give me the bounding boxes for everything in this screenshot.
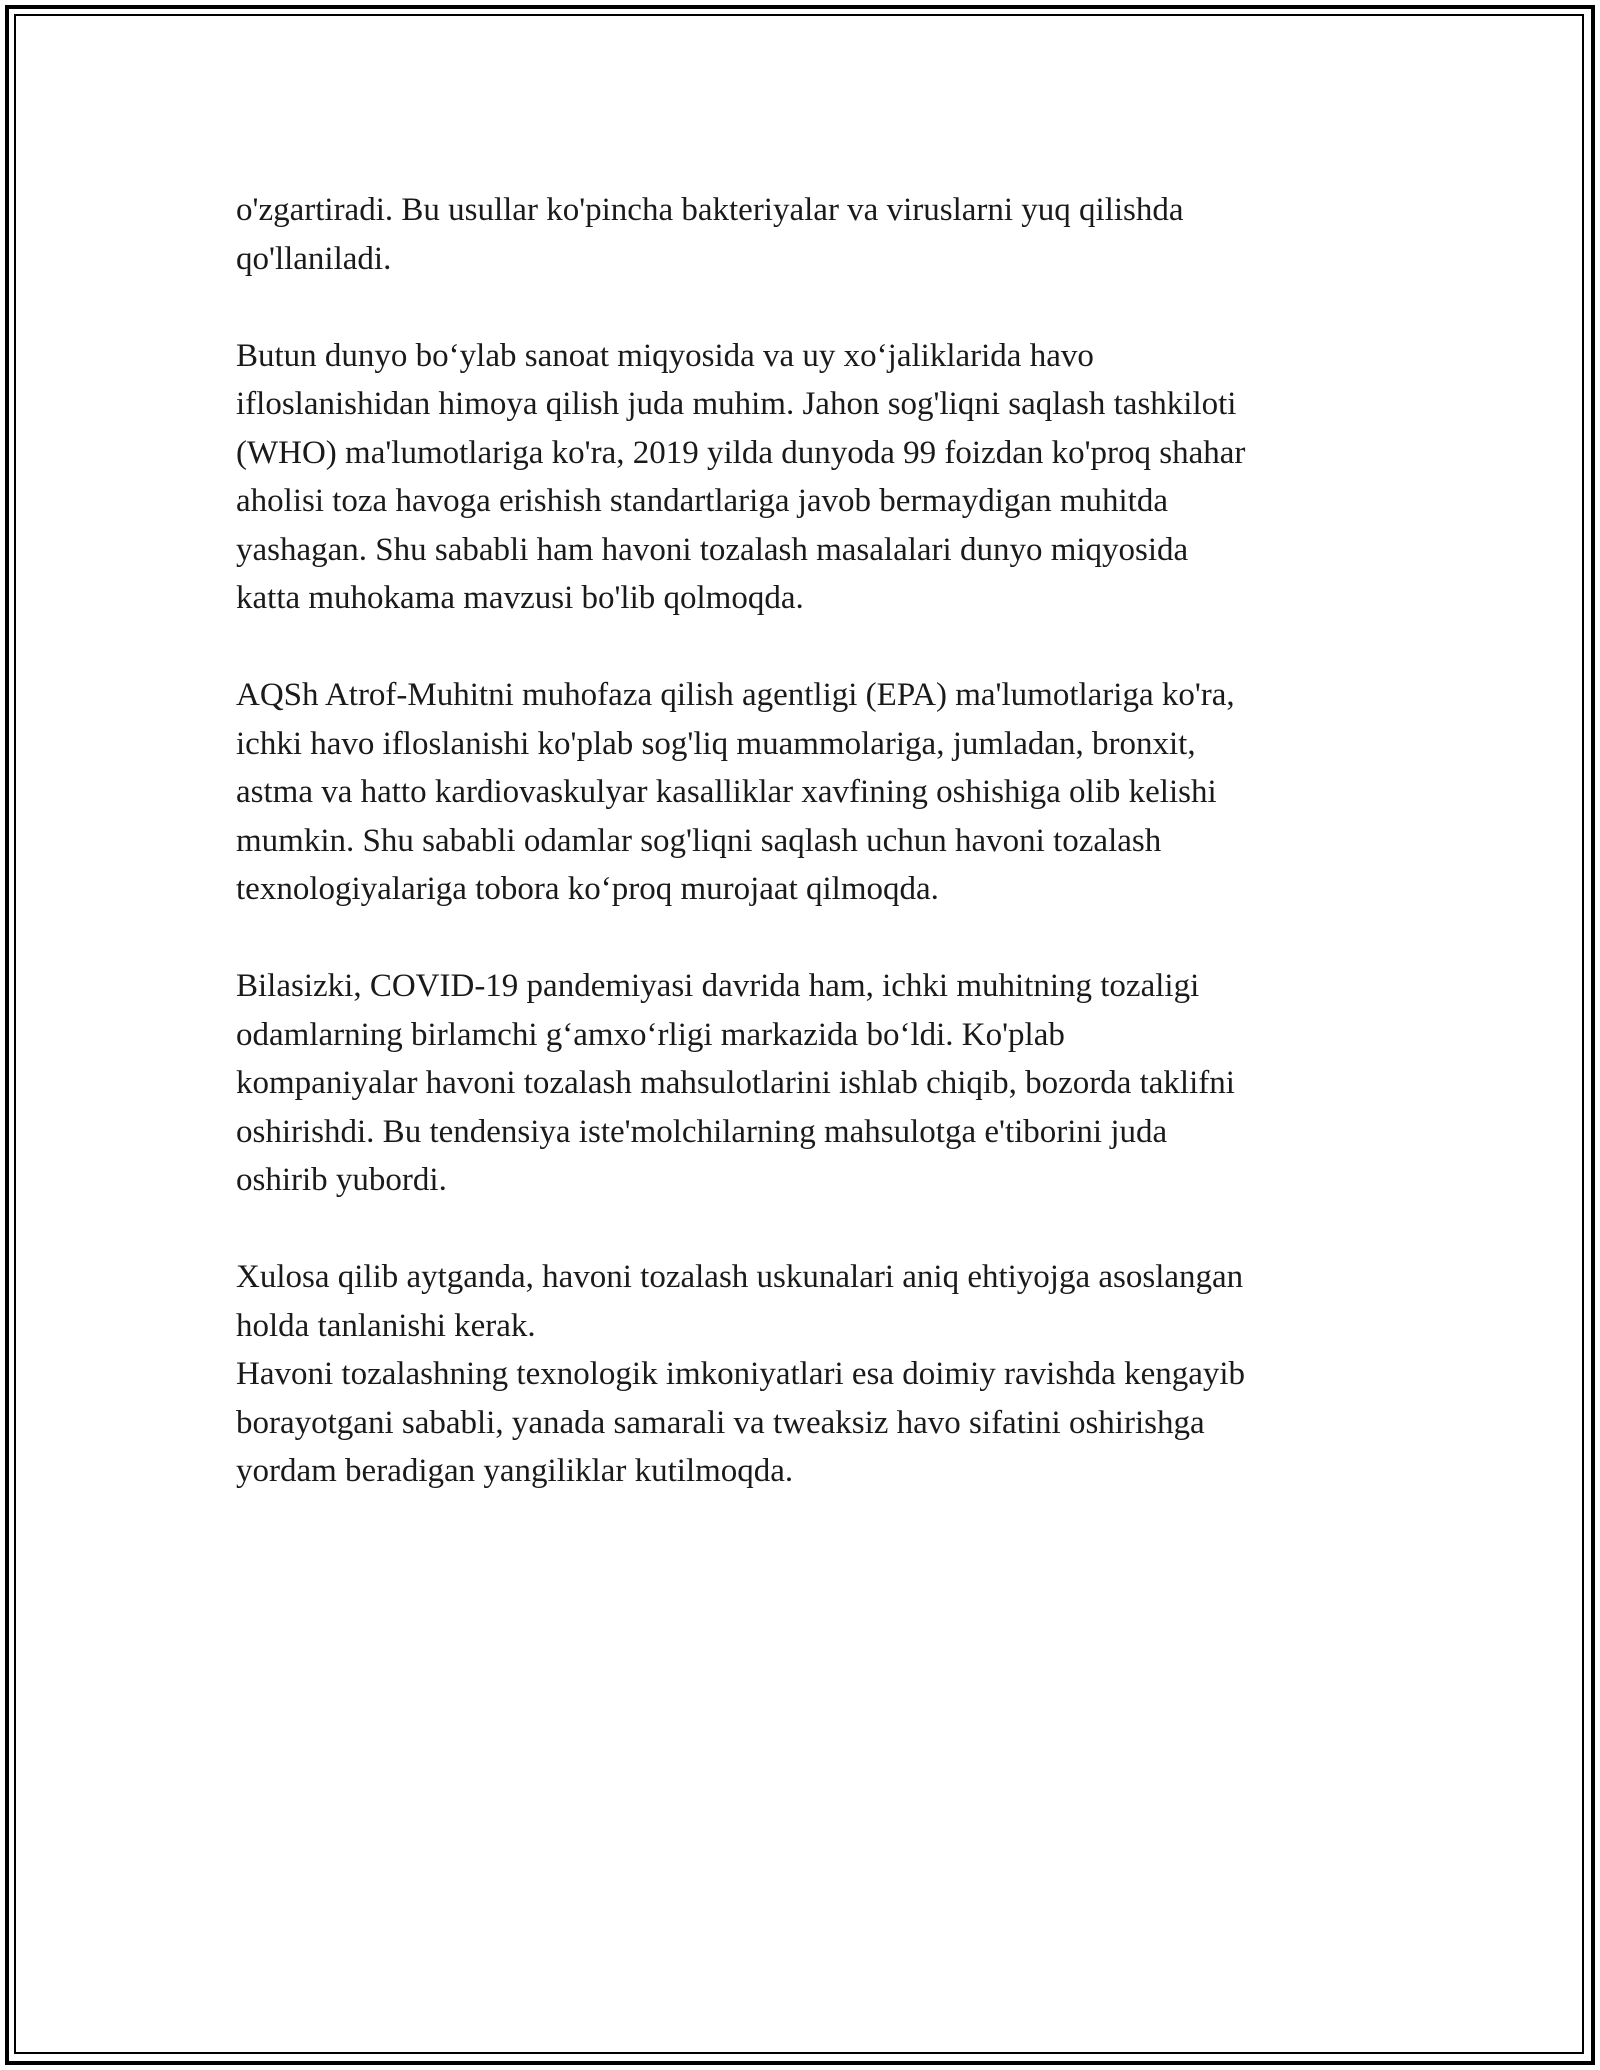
paragraph xyxy=(236,332,1366,623)
text-line: astma va hatto kardiovaskulyar kasalliklar xavfining oshishiga olib kelishi xyxy=(236,774,1217,810)
text-line: borayotgani sababli, yanada samarali va tweaksiz havo sifatini oshirishga xyxy=(236,1404,1205,1441)
text-line: Bilasizki, COVID-19 pandemiyasi davrida ham, ichki muhitning tozaligi xyxy=(236,968,1200,1004)
paragraph xyxy=(236,962,1366,1205)
text-line: kompaniyalar havoni tozalash mahsulotlarini ishlab chiqib, bozorda taklifni xyxy=(236,1065,1235,1101)
paragraph xyxy=(236,671,1366,914)
text-line: oshirib yubordi. xyxy=(236,1162,447,1198)
text-line: katta muhokama mavzusi bo'lib qolmoqda. xyxy=(236,580,804,616)
text-line: o'zgartiradi. Bu usullar ko'pincha bakteriyalar va viruslarni yuq qilishda xyxy=(236,192,1184,228)
text-line: Butun dunyo bo‘ylab sanoat miqyosida va uy xo‘jaliklarida havo xyxy=(236,337,1094,374)
text-line: qo'llaniladi. xyxy=(236,240,392,277)
text-line: aholisi toza havoga erishish standartlariga javob bermaydigan muhitda xyxy=(236,483,1168,519)
text-line: Xulosa qilib aytganda, havoni tozalash uskunalari aniq ehtiyojga asoslangan xyxy=(236,1259,1244,1295)
text-line: yordam beradigan yangiliklar kutilmoqda. xyxy=(236,1453,794,1489)
text-line: mumkin. Shu sababli odamlar sog'liqni saqlash uchun havoni tozalash xyxy=(236,822,1162,859)
text-line: yashagan. Shu sababli ham havoni tozalash masalalari dunyo miqyosida xyxy=(236,531,1189,568)
document-body xyxy=(236,186,1366,1544)
paragraph xyxy=(236,1253,1366,1496)
paragraph xyxy=(236,186,1366,283)
text-line: ichki havo ifloslanishi ko'plab sog'liq muammolariga, jumladan, bronxit, xyxy=(236,725,1196,762)
text-line: AQSh Atrof-Muhitni muhofaza qilish agentligi (EPA) ma'lumotlariga ko'ra, xyxy=(236,677,1235,713)
text-line: oshirishdi. Bu tendensiya iste'molchilarning mahsulotga e'tiborini juda xyxy=(236,1113,1168,1150)
text-line: Havoni tozalashning texnologik imkoniyatlari esa doimiy ravishda kengayib xyxy=(236,1356,1246,1392)
text-line: texnologiyalariga tobora ko‘proq murojaat qilmoqda. xyxy=(236,871,939,907)
text-line: (WHO) ma'lumotlariga ko'ra, 2019 yilda dunyoda 99 foizdan ko'proq shahar xyxy=(236,434,1246,471)
text-line: holda tanlanishi kerak. xyxy=(236,1307,536,1344)
text-line: odamlarning birlamchi g‘amxo‘rligi markazida bo‘ldi. Ko'plab xyxy=(236,1016,1065,1053)
text-line: ifloslanishidan himoya qilish juda muhim. Jahon sog'liqni saqlash tashkiloti xyxy=(236,386,1237,422)
